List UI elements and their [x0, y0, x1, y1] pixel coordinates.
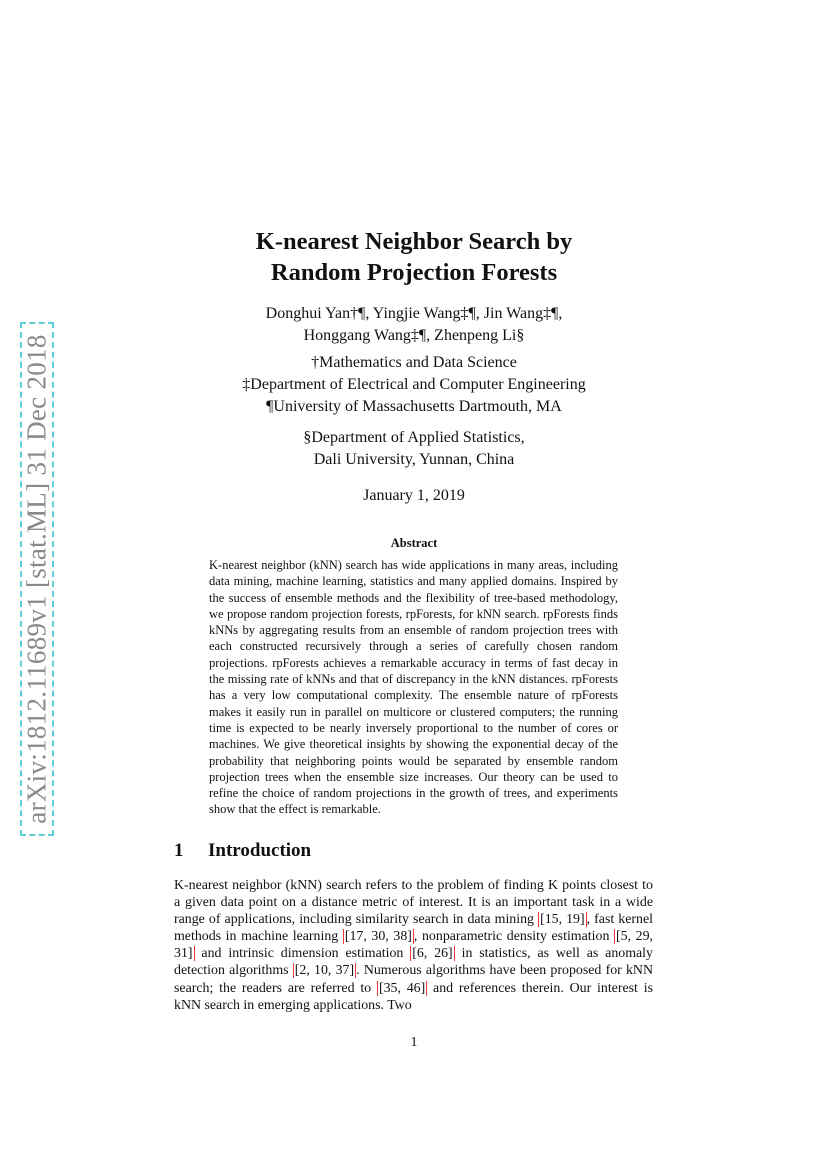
section-number: 1: [174, 840, 184, 861]
authors-line-2: Honggang Wang‡¶, Zhenpeng Li§: [303, 327, 525, 344]
intro-paragraph: [174, 877, 653, 1014]
intro-text: in statistics, as well as anomaly detection algorithms: [174, 946, 653, 979]
citation-link[interactable]: [5, 29, 31]: [174, 929, 653, 962]
citation-link[interactable]: [15, 19]: [540, 912, 585, 928]
paper-title: [0, 226, 828, 288]
intro-text: and intrinsic dimension estimation: [194, 946, 411, 962]
affiliations-second: [0, 427, 828, 471]
citation-link[interactable]: [6, 26]: [412, 946, 453, 962]
arxiv-identifier: arXiv:1812.11689v1 [stat.ML] 31 Dec 2018: [21, 334, 52, 824]
intro-text: , fast kernel methods in machine learning: [174, 912, 654, 945]
section-heading: [174, 840, 311, 862]
intro-text: K-nearest neighbor (kNN) search refers to the problem of finding K points closest to a given data point on a distance metric of interest. It is an important task in a wide range of applications, including similarity search in data mining: [174, 878, 653, 928]
affiliations: [0, 352, 828, 418]
intro-text: and references therein. Our interest is kNN search in emerging applications. Two: [174, 980, 653, 1013]
affiliation-2: ‡Department of Electrical and Computer Engineering: [242, 376, 586, 393]
title-line-1: K-nearest Neighbor Search by: [255, 228, 573, 255]
affiliation-5: Dali University, Yunnan, China: [313, 451, 515, 468]
affiliation-3: ¶University of Massachusetts Dartmouth, MA: [266, 398, 562, 415]
citation-link[interactable]: [35, 46]: [378, 980, 426, 996]
abstract-heading: Abstract: [390, 536, 438, 550]
title-line-2: Random Projection Forests: [270, 259, 558, 286]
intro-text: . Numerous algorithms have been proposed for kNN search; the readers are referred to: [174, 963, 653, 996]
citation-link[interactable]: [17, 30, 38]: [344, 929, 412, 945]
section-title: Introduction: [208, 840, 312, 861]
author-list: [0, 303, 828, 347]
affiliation-4: §Department of Applied Statistics,: [303, 429, 525, 446]
paper-date: January 1, 2019: [363, 487, 465, 504]
citation-link[interactable]: [2, 10, 37]: [294, 963, 355, 979]
abstract-body: K-nearest neighbor (kNN) search has wide applications in many areas, including data mining, machine learning, statistics and many applied domains. Inspired by the success of ensemble methods and the flexibility of tree-based methodology, we propose random projection forests, rpForests, for kNN search. rpForests finds kNNs by aggregating results from an ensemble of random projection trees with each constructed recursively through a series of carefully chosen random projections. rpForests achieves a remarkable accuracy in terms of fast decay in the missing rate of kNNs and that of discrepancy in the kNN distances. rpForests has a very low computational complexity. The ensemble nature of rpForests makes it easily run in parallel on multicore or clustered computers; the running time is expected to be nearly inversely proportional to the number of cores or machines. We give theoretical insights by showing the exponential decay of the probability that neighboring points would be separated by ensemble random projection trees when the ensemble size increases. Our theory can be used to refine the choice of random projections in the growth of trees, and experiments show that the effect is remarkable.: [209, 558, 618, 817]
authors-line-1: Donghui Yan†¶, Yingjie Wang‡¶, Jin Wang‡¶,: [265, 305, 563, 322]
intro-text: , nonparametric density estimation: [413, 929, 614, 945]
page-number: 1: [410, 1035, 418, 1050]
affiliation-1: †Mathematics and Data Science: [311, 354, 517, 371]
